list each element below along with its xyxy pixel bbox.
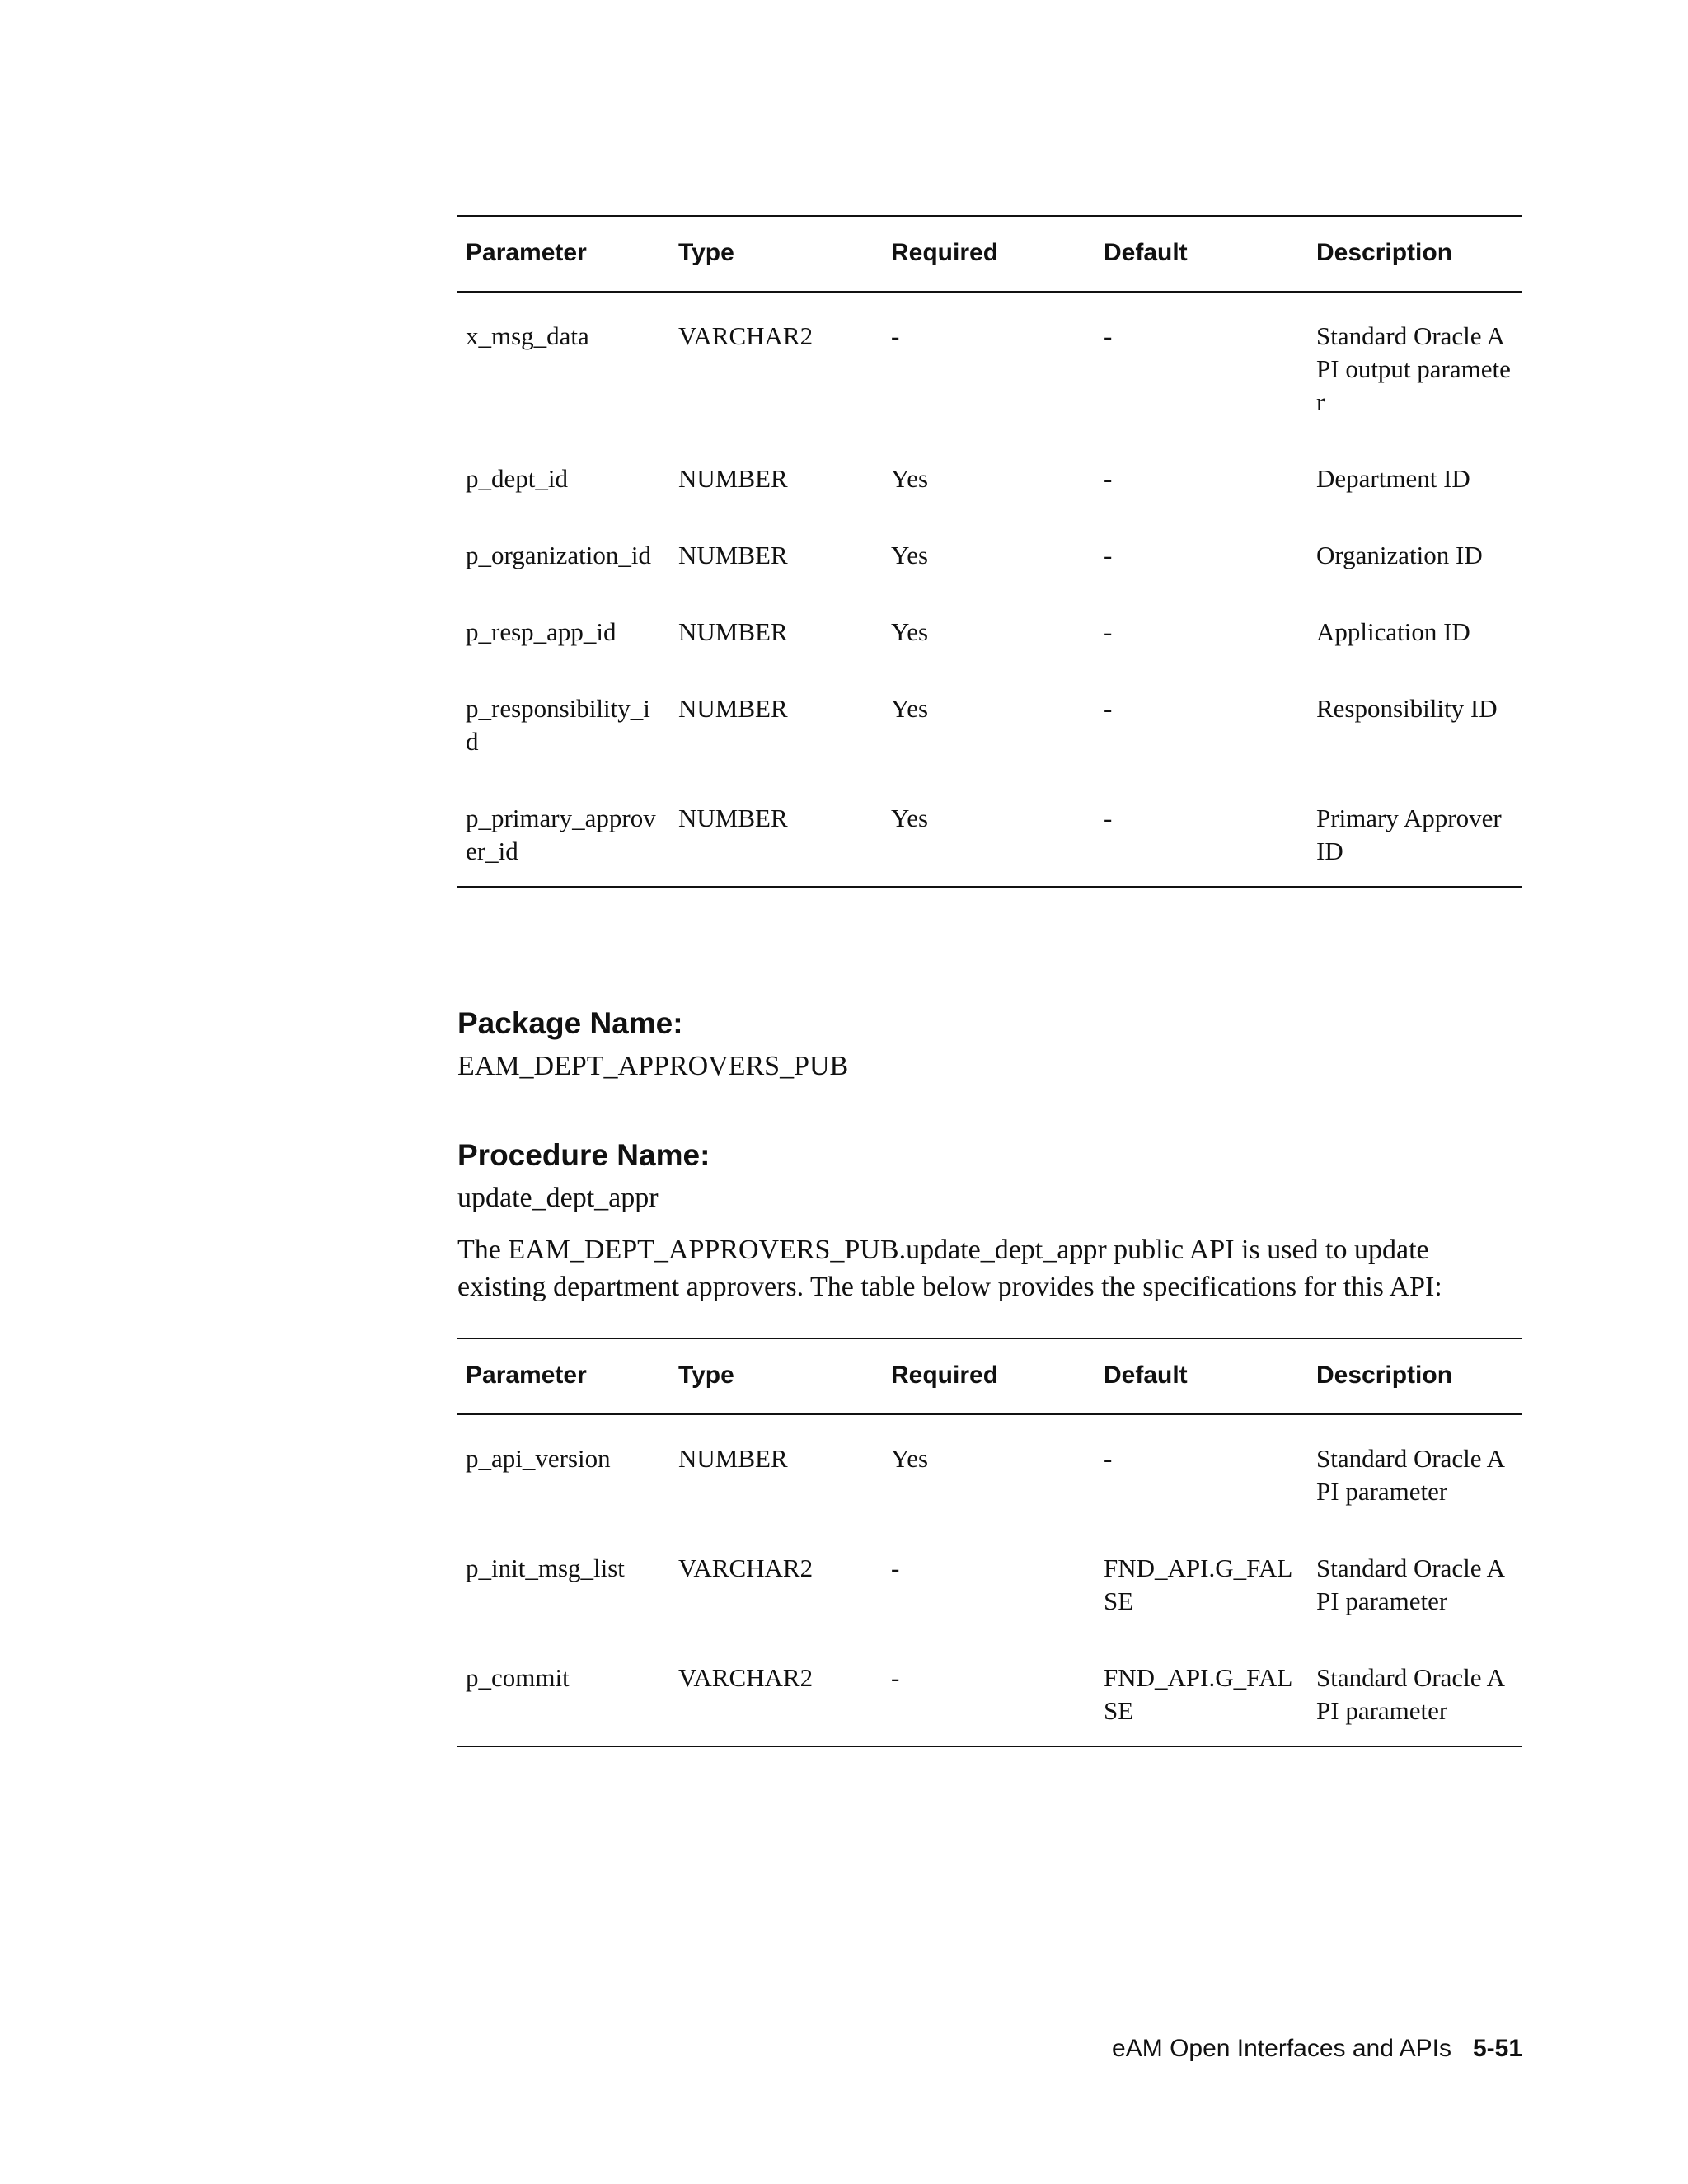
cell-description: Application ID	[1316, 617, 1470, 646]
cell-type: NUMBER	[678, 1444, 788, 1473]
cell-type: VARCHAR2	[678, 1663, 814, 1692]
cell-required: -	[891, 1554, 900, 1582]
page-number: 5-51	[1472, 2035, 1522, 2062]
table-header-row	[457, 1338, 1522, 1414]
cell-default: FND_API.G_FALSE	[1104, 1554, 1293, 1615]
table-row	[457, 692, 1522, 802]
cell-required: Yes	[891, 541, 929, 569]
cell-parameter: p_resp_app_id	[466, 617, 617, 646]
header-type: Type	[678, 239, 734, 266]
cell-type: VARCHAR2	[678, 321, 814, 350]
parameters-table-1	[457, 215, 1522, 888]
table-row	[457, 462, 1522, 539]
procedure-name-value: update_dept_appr	[457, 1183, 659, 1213]
cell-type: NUMBER	[678, 541, 788, 569]
cell-description: Standard Oracle API parameter	[1316, 1663, 1505, 1725]
cell-required: -	[891, 1663, 900, 1692]
cell-description: Responsibility ID	[1316, 694, 1498, 723]
cell-parameter: p_primary_approver_id	[466, 804, 656, 865]
header-default: Default	[1104, 1361, 1188, 1389]
package-name-value: EAM_DEPT_APPROVERS_PUB	[457, 1051, 849, 1081]
cell-parameter: p_api_version	[466, 1444, 611, 1473]
cell-description: Standard Oracle API parameter	[1316, 1554, 1505, 1615]
cell-type: NUMBER	[678, 617, 788, 646]
table-row	[457, 616, 1522, 692]
table-row	[457, 802, 1522, 887]
cell-required: Yes	[891, 617, 929, 646]
cell-default: -	[1104, 321, 1113, 350]
cell-type: NUMBER	[678, 694, 788, 723]
procedure-section	[457, 1137, 1522, 1305]
header-description: Description	[1316, 239, 1453, 266]
footer-title: eAM Open Interfaces and APIs	[1112, 2035, 1451, 2062]
cell-parameter: x_msg_data	[466, 321, 589, 350]
cell-required: Yes	[891, 804, 929, 832]
cell-type: NUMBER	[678, 464, 788, 493]
table-row	[457, 1552, 1522, 1661]
cell-required: Yes	[891, 1444, 929, 1473]
cell-type: NUMBER	[678, 804, 788, 832]
cell-default: -	[1104, 1444, 1113, 1473]
parameters-table-2	[457, 1338, 1522, 1747]
cell-type: VARCHAR2	[678, 1554, 814, 1582]
package-name-heading: Package Name:	[457, 1006, 683, 1040]
procedure-name-heading: Procedure Name:	[457, 1138, 710, 1172]
cell-required: Yes	[891, 694, 929, 723]
header-parameter: Parameter	[466, 239, 587, 266]
page-footer	[1112, 2032, 1522, 2065]
package-section	[457, 1005, 1522, 1085]
table-row	[457, 292, 1522, 462]
header-parameter: Parameter	[466, 1361, 587, 1389]
cell-description: Standard Oracle API parameter	[1316, 1444, 1505, 1506]
cell-parameter: p_responsibility_id	[466, 694, 650, 756]
cell-default: -	[1104, 617, 1113, 646]
parameters-table-2-section	[457, 1338, 1522, 1747]
header-description: Description	[1316, 1361, 1453, 1389]
cell-required: Yes	[891, 464, 929, 493]
table-row	[457, 539, 1522, 616]
table-row	[457, 1661, 1522, 1746]
table-row	[457, 1414, 1522, 1552]
cell-required: -	[891, 321, 900, 350]
header-type: Type	[678, 1361, 734, 1389]
cell-parameter: p_organization_id	[466, 541, 651, 569]
header-required: Required	[891, 1361, 999, 1389]
procedure-description: The EAM_DEPT_APPROVERS_PUB.update_dept_appr public API is used to update existing department approvers. The table below provides the specifications for this API:	[457, 1235, 1442, 1302]
cell-default: -	[1104, 464, 1113, 493]
cell-parameter: p_init_msg_list	[466, 1554, 625, 1582]
cell-default: -	[1104, 804, 1113, 832]
cell-default: -	[1104, 694, 1113, 723]
cell-default: FND_API.G_FALSE	[1104, 1663, 1293, 1725]
cell-description: Organization ID	[1316, 541, 1483, 569]
cell-description: Department ID	[1316, 464, 1470, 493]
cell-parameter: p_dept_id	[466, 464, 568, 493]
cell-parameter: p_commit	[466, 1663, 570, 1692]
header-required: Required	[891, 239, 999, 266]
header-default: Default	[1104, 239, 1188, 266]
cell-description: Primary Approver ID	[1316, 804, 1502, 865]
cell-description: Standard Oracle API output parameter	[1316, 321, 1511, 416]
parameters-table-1-section	[457, 215, 1522, 888]
cell-default: -	[1104, 541, 1113, 569]
table-header-row	[457, 216, 1522, 292]
